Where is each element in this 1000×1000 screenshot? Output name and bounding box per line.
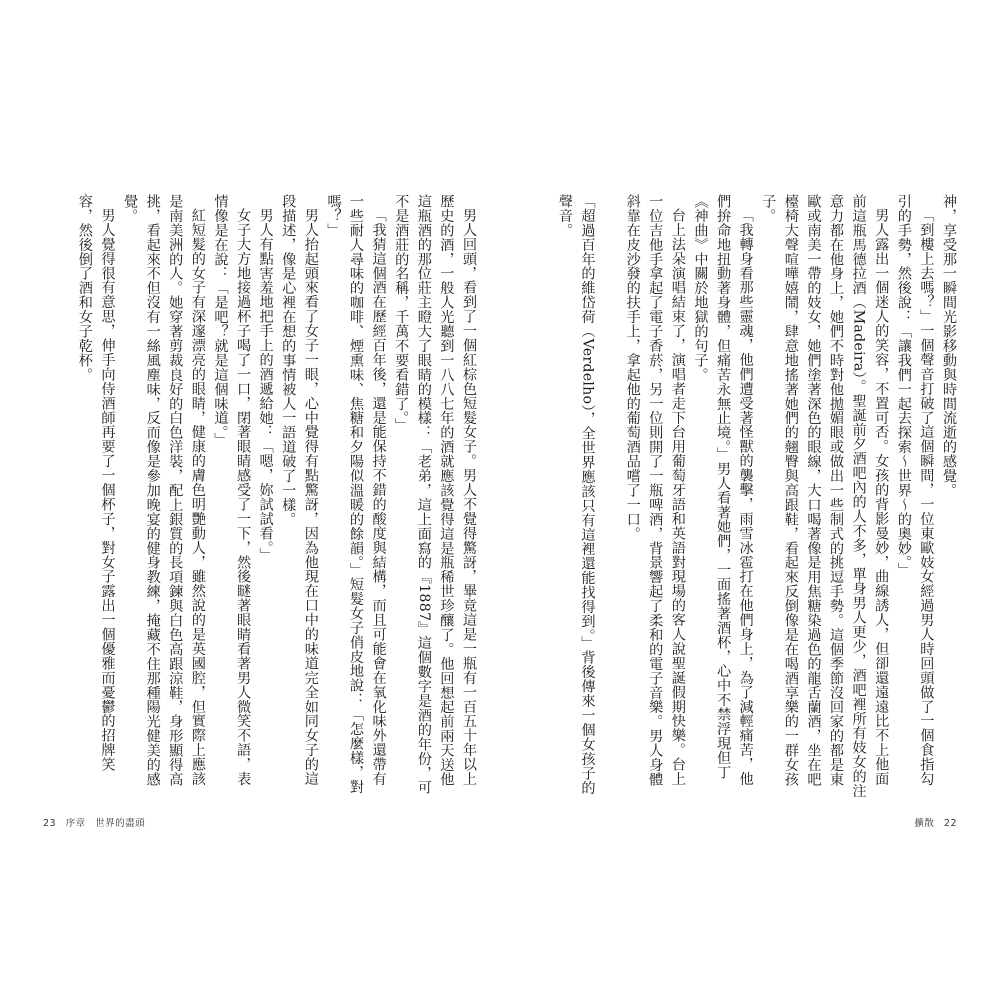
- left-page: [40, 194, 480, 799]
- chapter-title: 世界的盡頭: [95, 818, 146, 829]
- left-page-text: [40, 194, 480, 799]
- paragraph: 「到樓上去嗎？」一個聲音打破了這個瞬間，一位東歐妓女經過男人時回頭做了一個食指勾引的手勢，然後說：「讓我們一起去探索～世界～的奧妙。」: [895, 194, 935, 787]
- paragraph: 男人露出一個迷人的笑容，不置可否。女孩的背影曼妙，曲線誘人，但卻還遠遠比不上他面前這瓶馬德拉酒（Madeira）。聖誕前夕酒吧內的人不多，單身男人更少，酒吧裡所有妓女的注意力都在他身上，她們不時對他拋媚眼或做出一些制式的挑逗手勢。這個季節沒回家的都是東歐或南美一帶的妓女，她們塗著深色的眼線，大口喝著像是用焦糖染過色的龍舌蘭酒，坐在吧檯椅大聲喧嘩嬉鬧，肆意地搖著她們的翹臀與高跟鞋，看起來反倒像是在喝酒享樂的一群女孩子。: [760, 194, 890, 798]
- section-break: [599, 194, 622, 799]
- paragraph: 男人抬起頭來看了女子一眼，心中覺得有點驚訝，因為他現在口中的味道完全如同女子的這段描述，像是心裡在想的事情被人一語道破了一樣。: [280, 194, 319, 787]
- paragraph: 「超過百年的維岱荷（Verdelho），全世界應該只有這裡還能找得到。」背後傳來一個女孩子的聲音。: [556, 194, 596, 795]
- page-number: 23: [43, 818, 57, 829]
- paragraph: 神，享受那一瞬間光影移動與時間流逝的感覺。: [941, 194, 957, 498]
- paragraph: 女子大方地接過杯子喝了一口，閉著眼睛感受了一下，然後瞇著眼睛看著男人微笑不語，表情像是在說：「是吧？就是這個味道。」: [212, 194, 252, 787]
- right-page-folio: [911, 815, 960, 829]
- paragraph: 男人回頭，看到了一個紅棕色短髮女子。男人不覺得驚訝，畢竟這是一瓶有一百五十年以上歷史的酒，一般人光聽到一八八七年的酒就應該覺得這是瓶稀世珍釀了。他回想起前兩天送他這瓶酒的那位莊主瞪大了眼睛的模樣：「老弟，這上面寫的『1887』這個數字是酒的年份，可不是酒莊的名稱，千萬不要看錯了。」: [393, 194, 477, 795]
- paragraph: 紅短髮的女子有深邃漂亮的眼睛，健康的膚色明艷動人，雖然說的是英國腔，但實際上應該是南美洲的人。她穿著剪裁良好的白色洋裝，配上銀質的長項鍊與白色高跟涼鞋，身形顯得高挑，看起來不但沒有一絲風塵味，反而像是參加晚宴的健身教練，掩藏不住那種陽光健美的感覺。: [122, 194, 206, 787]
- left-page-folio: [40, 815, 148, 829]
- right-page: [505, 194, 960, 799]
- paragraph: 「我猜這個酒在歷經百年後，還是能保持不錯的酸度與結構，而且可能會在氧化味外還帶有一些耐人尋味的咖啡、煙熏味、焦糖和夕陽似溫暖的餘韻。」短髮女子俏皮地說：「怎麼樣，對嗎？」: [325, 194, 387, 794]
- section-label: 擴散: [914, 818, 935, 829]
- section-label: 序章: [65, 818, 86, 829]
- right-page-text: [505, 194, 960, 799]
- paragraph: 男人有點害羞地把手上的酒遞給她：「嗯，妳試試看。」: [257, 208, 274, 563]
- paragraph: 男人覺得很有意思，伸手向侍酒師再要了一個杯子，對女子露出一個優雅而憂鬱的招牌笑容，然後倒了酒和女子乾杯。: [76, 194, 116, 772]
- paragraph: 「我轉身看那些靈魂，他們遭受著怪獸的襲擊，雨雪冰雹打在他們身上，為了減輕痛苦，他們拚命地扭動著身體，但痛苦永無止境。」男人看著她們，一面搖著酒杯，心中不禁浮現但丁《神曲》中關於地獄的句子。: [692, 194, 754, 787]
- page-number: 22: [943, 818, 957, 829]
- paragraph: 台上法朵演唱結束了，演唱者走下台用葡萄牙語和英語對現場的客人說聖誕假期快樂。台上一位吉他手拿起了電子香菸，另一位則開了一瓶啤酒，背景響起了柔和的電子音樂。男人身體斜靠在皮沙發的扶手上，拿起他的葡萄酒品嚐了一口。: [624, 194, 686, 787]
